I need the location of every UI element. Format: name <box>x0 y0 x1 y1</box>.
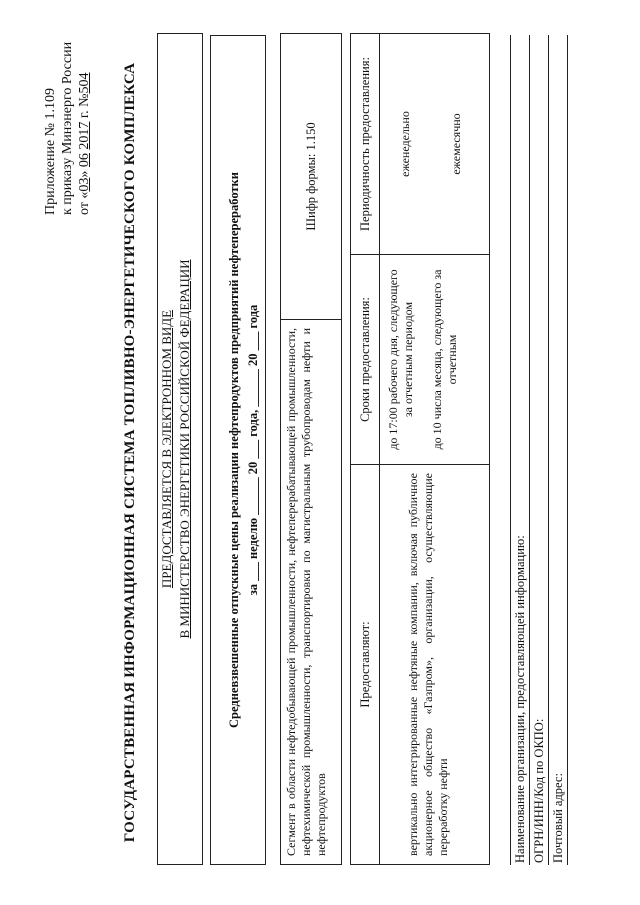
periodicity-monthly: ежемесячно <box>449 113 463 175</box>
deadline-monthly: до 10 числа месяца, следующего за отчетным <box>430 269 459 450</box>
form-name-line-1: Средневзвешенные отпускные цены реализации нефтепродуктов предприятий нефтепереработки <box>227 172 241 728</box>
form-code: Шифр формы: 1.150 <box>303 122 318 231</box>
appendix-year: 2017 <box>77 121 92 150</box>
provided-electronic-box <box>157 33 203 865</box>
periodicity-column <box>351 34 489 254</box>
periodicity-weekly: еженедельно <box>398 111 412 177</box>
segment-text: Сегмент в области нефтедобывающей промышленности, нефтеперерабатывающей промышленности, нефтехимической промышленности, транспортировки по магистральным трубопроводам нефти и нефтепродуктов <box>281 319 341 864</box>
provided-line-2: В МИНИСТЕРСТВО ЭНЕРГЕТИКИ РОССИЙСКОЙ ФЕДЕРАЦИИ <box>177 259 192 639</box>
organization-info-block <box>510 35 571 865</box>
appendix-line-1: Приложение № 1.109 <box>43 88 58 215</box>
providers-header: Предоставляют: <box>351 465 380 864</box>
deadlines-column <box>351 254 489 464</box>
page-title: ГОСУДАРСТВЕННАЯ ИНФОРМАЦИОННАЯ СИСТЕМА ТОПЛИВНО-ЭНЕРГЕТИЧЕСКОГО КОМПЛЕКСА <box>122 62 138 843</box>
providers-cell: вертикально интегрированные нефтяные компании, включая публичное акционерное общество «Газпром», организации, осуществляющие переработку нефти <box>406 473 450 856</box>
org-name-field[interactable]: Наименование организации, предоставляющей информацию: <box>511 35 530 865</box>
ogrn-field[interactable]: ОГРН/ИНН/Код по ОКПО: <box>530 35 549 865</box>
address-field[interactable]: Почтовый адрес: <box>549 35 568 865</box>
form-name-box <box>210 35 266 865</box>
deadlines-header: Сроки предоставления: <box>351 255 380 464</box>
provided-line-1: ПРЕДОСТАВЛЯЕТСЯ В ЭЛЕКТРОННОМ ВИДЕ <box>159 309 174 589</box>
appendix-line-3: от «03» 06 2017 г. №504 <box>77 72 92 215</box>
form-name-line-2: за ___ неделю ______ 20 ___ года, ______ 20 ___ года <box>246 304 260 596</box>
deadline-weekly: до 17:00 рабочего дня, следующего за отчетным периодом <box>386 269 415 450</box>
appendix-line-2: к приказу Минэнерго России <box>60 41 75 215</box>
periodicity-header: Периодичность предоставления: <box>351 34 380 254</box>
appendix-number: 504 <box>77 72 92 94</box>
submission-table <box>350 33 490 865</box>
appendix-month: 06 <box>77 153 92 168</box>
providers-column <box>351 464 489 864</box>
appendix-day: 03 <box>77 177 92 192</box>
appendix-block <box>42 15 93 215</box>
segment-box <box>280 33 342 865</box>
